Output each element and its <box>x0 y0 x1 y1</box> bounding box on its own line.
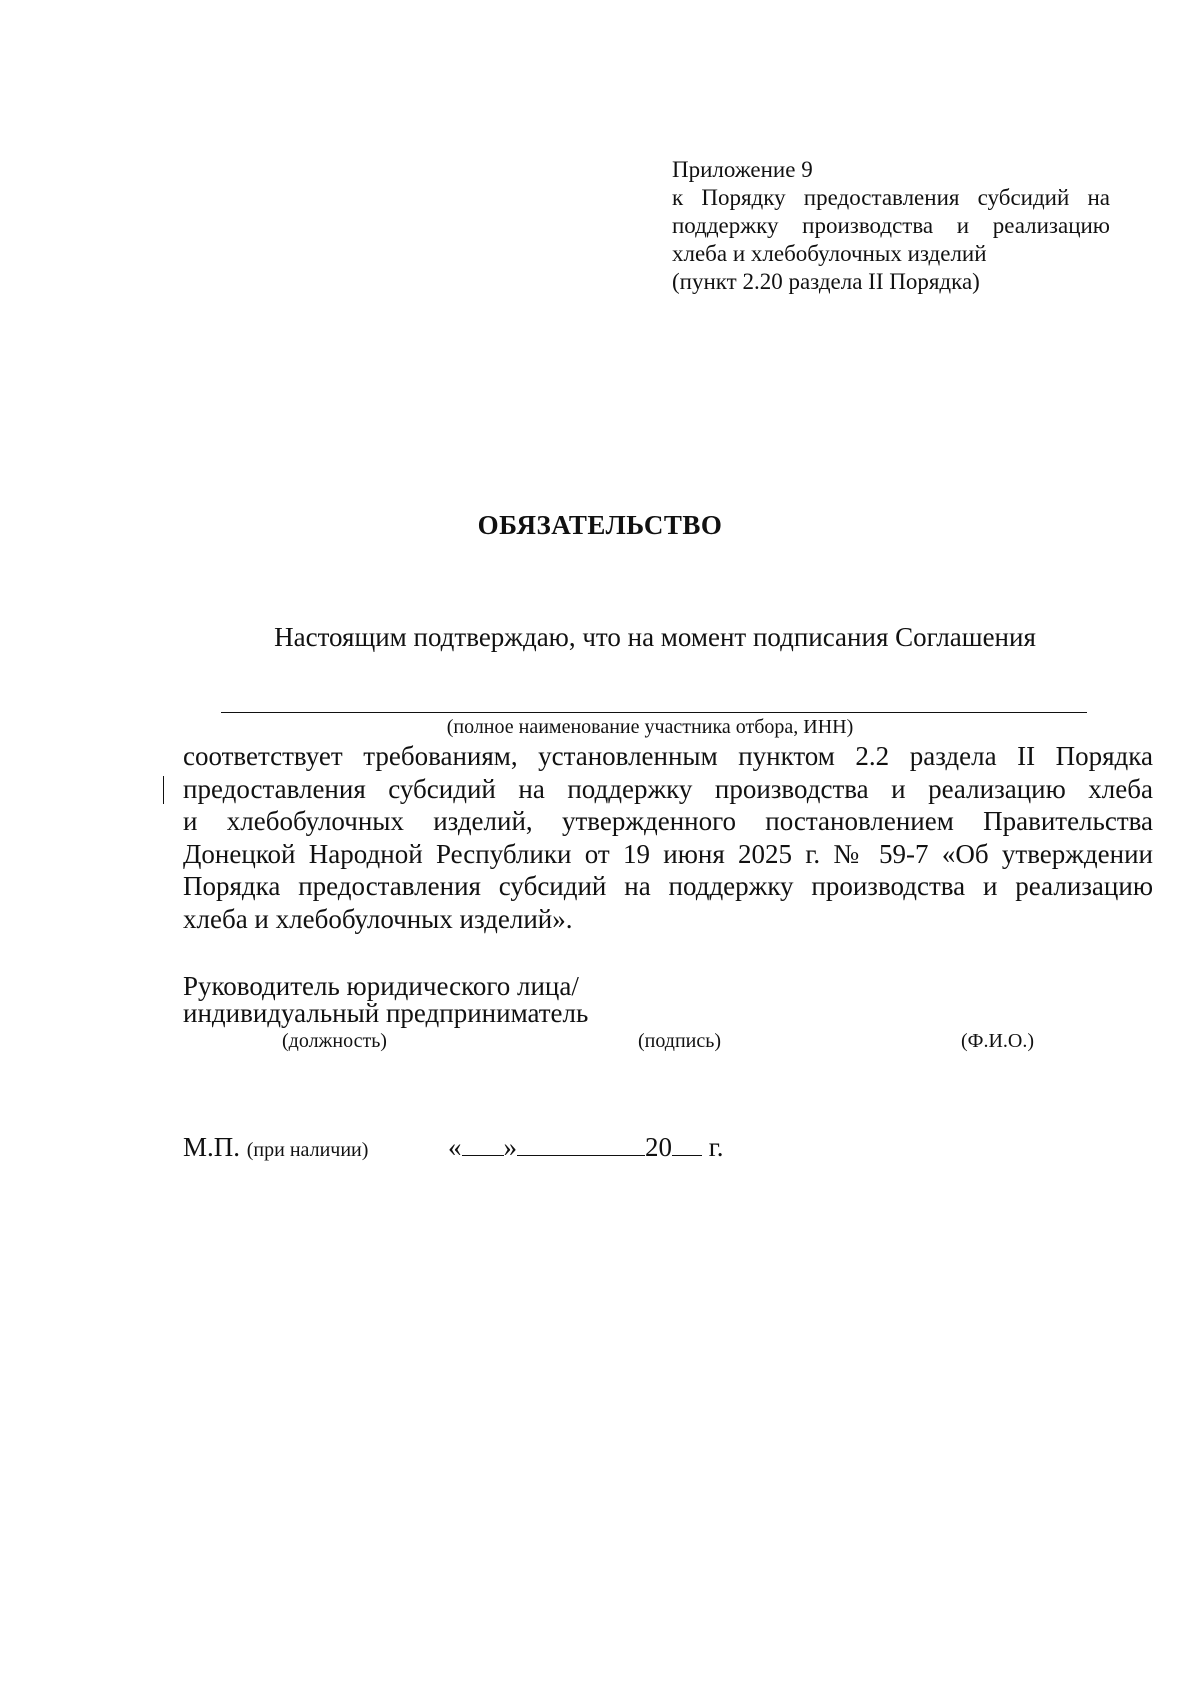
appendix-line: Приложение 9 <box>672 157 813 182</box>
date-field <box>448 1132 724 1163</box>
intro-sentence: Настоящим подтверждаю, что на момент подписания Соглашения <box>274 622 1036 652</box>
body-line: и хлебобулочных изделий, утвержденного постановлением Правительства <box>183 806 1153 836</box>
body-line: Донецкой Народной Республики от 19 июня 2025 г. № 59-7 «Об утверждении <box>183 838 1153 869</box>
appendix-line: хлеба и хлебобулочных изделий <box>672 241 987 266</box>
year-blank <box>672 1133 702 1156</box>
signature-caption: (подпись) <box>638 1030 722 1052</box>
margin-mark <box>163 776 164 804</box>
body-paragraph <box>183 740 1153 935</box>
year-suffix: г. <box>708 1132 724 1162</box>
date-open-quote: « <box>448 1132 462 1162</box>
stamp-note: (при наличии) <box>246 1139 369 1161</box>
body-line: хлеба и хлебобулочных изделий». <box>183 903 573 934</box>
signer-block <box>183 973 588 1027</box>
signer-line-2: индивидуальный предприниматель <box>183 998 589 1028</box>
stamp-label: М.П. <box>183 1132 241 1162</box>
body-line: предоставления субсидий на поддержку производства и реализацию хлеба <box>183 773 1153 804</box>
date-close-quote: » <box>503 1132 517 1162</box>
body-line: Порядка предоставления субсидий на поддержку производства и реализацию <box>183 871 1153 901</box>
fio-caption: (Ф.И.О.) <box>961 1030 1035 1052</box>
month-blank <box>517 1133 645 1156</box>
appendix-line: к Порядку предоставления субсидий на <box>672 185 1110 210</box>
signer-line-1: Руководитель юридического лица/ <box>183 971 579 1001</box>
stamp-place <box>183 1132 368 1163</box>
body-line: соответствует требованиям, установленным пунктом 2.2 раздела II Порядка <box>183 741 1153 771</box>
appendix-header <box>672 156 1110 296</box>
day-blank <box>462 1133 504 1156</box>
position-caption: (должность) <box>282 1030 387 1052</box>
appendix-line: (пункт 2.20 раздела II Порядка) <box>672 269 980 294</box>
participant-name-line <box>221 712 1087 713</box>
participant-name-caption: (полное наименование участника отбора, ИНН) <box>446 716 854 738</box>
appendix-line: поддержку производства и реализацию <box>672 213 1110 238</box>
document-title: ОБЯЗАТЕЛЬСТВО <box>477 510 723 540</box>
year-prefix: 20 <box>645 1132 672 1162</box>
